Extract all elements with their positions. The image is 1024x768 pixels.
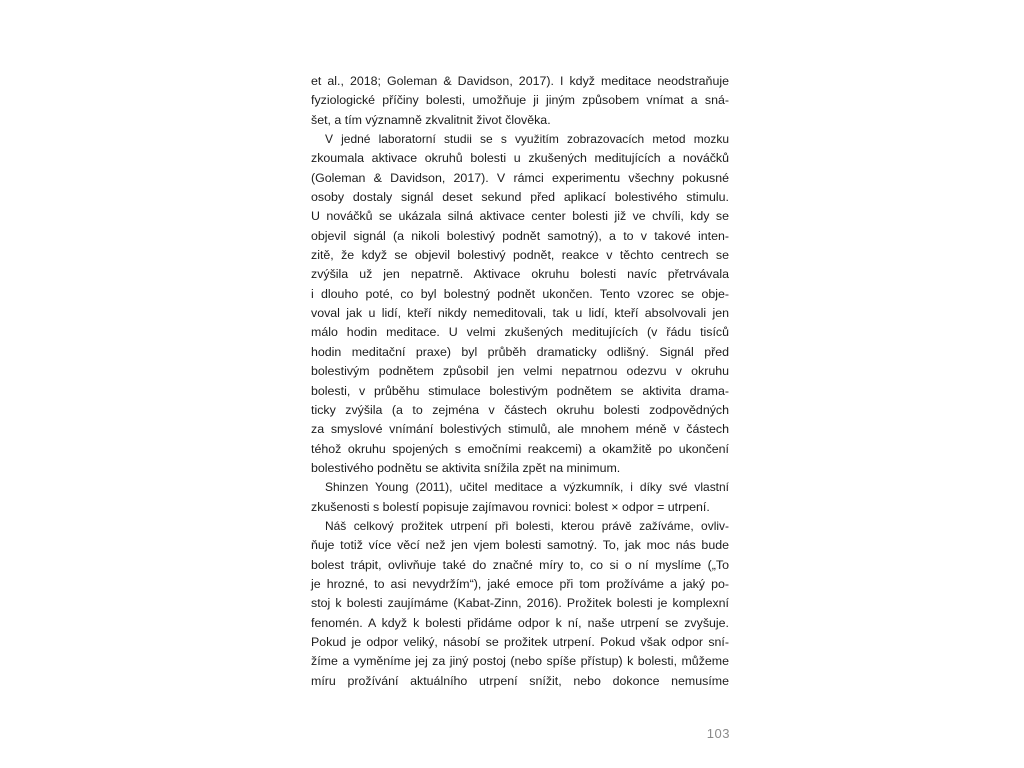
text-line: et al., 2018; Goleman & Davidson, 2017). I když meditace neodstraňuje — [311, 74, 729, 88]
text-line: zvýšila už jen nepatrně. Aktivace okruhu bolesti navíc přetrvávala — [311, 267, 729, 282]
page-number: 103 — [706, 726, 730, 741]
text-line: i dlouho poté, co byl bolestný podnět ukončen. Tento vzorec se obje- — [311, 286, 729, 301]
text-line: ňuje totiž více věcí než jen vjem bolesti samotný. To, jak moc nás bude — [311, 538, 729, 553]
text-line: zitě, že když se objevil bolestivý podnět, reakce v těchto centrech se — [311, 248, 729, 263]
text-line: téhož okruhu spojených s emočními reakcemi) a okamžitě po ukončení — [311, 441, 729, 456]
paragraph — [311, 130, 729, 478]
text-line: U nováčků se ukázala silná aktivace center bolesti již ve chvíli, kdy se — [311, 209, 729, 224]
text-line: je hrozné, to asi nevydržím“), jaké emoce při tom prožíváme a jaký po- — [311, 576, 729, 591]
text-line: voval jak u lidí, kteří nikdy nemeditovali, tak u lidí, kteří absolvovali jen — [311, 306, 729, 321]
text-line: ticky zvýšila (a to zejména v částech okruhu bolesti zodpovědných — [311, 402, 729, 417]
text-line: hodin meditační praxe) byl průběh dramaticky odlišný. Signál před — [311, 344, 729, 359]
text-line: míru prožívání aktuálního utrpení snížit, nebo dokonce nemusíme — [311, 673, 729, 688]
paragraph — [311, 478, 729, 517]
text-line: bolest trápit, ovlivňuje také do značné míry to, co si o ní myslíme („To — [311, 557, 729, 572]
paragraph — [311, 72, 729, 130]
text-line: objevil signál (a nikoli bolestivý podnět samotný), a to v takové inten- — [311, 228, 729, 243]
body-text — [311, 72, 729, 691]
text-line: bolestivým podnětem způsobil jen velmi nepatrnou odezvu v okruhu — [311, 364, 729, 379]
text-line: zkoumala aktivace okruhů bolesti u zkušených meditujících a nováčků — [311, 151, 729, 166]
text-line: fenomén. A když k bolesti přidáme odpor k ní, naše utrpení se zvyšuje. — [311, 615, 729, 630]
text-line: za smyslové vnímání bolestivých stimulů, ale mnohem méně v částech — [311, 422, 729, 437]
text-line: bolestivého podnětu se aktivita snížila zpět na minimum. — [311, 460, 621, 475]
text-line: fyziologické příčiny bolesti, umožňuje ji jiným způsobem vnímat a sná- — [311, 93, 729, 108]
text-line: Náš celkový prožitek utrpení při bolesti, kterou právě zažíváme, ovliv- — [325, 518, 729, 533]
text-line: osoby dostaly signál deset sekund před aplikací bolestivého stimulu. — [311, 190, 729, 205]
text-line: Pokud je odpor veliký, násobí se prožitek utrpení. Pokud však odpor sní- — [311, 634, 729, 649]
text-line: bolesti, v průběhu stimulace bolestivým podnětem se aktivita drama- — [311, 383, 729, 398]
text-line: (Goleman & Davidson, 2017). V rámci experimentu všechny pokusné — [311, 170, 729, 185]
text-line: zkušenosti s bolestí popisuje zajímavou rovnici: bolest × odpor = utrpení. — [311, 499, 710, 514]
text-line: Shinzen Young (2011), učitel meditace a výzkumník, i díky své vlastní — [325, 480, 729, 495]
text-line: žíme a vyměníme jej za jiný postoj (nebo spíše přístup) k bolesti, můžeme — [311, 654, 729, 669]
text-line: V jedné laboratorní studii se s využitím zobrazovacích metod mozku — [325, 132, 729, 147]
text-line: málo hodin meditace. U velmi zkušených meditujících (v řádu tisíců — [311, 325, 729, 340]
text-line: stoj k bolesti zaujímáme (Kabat-Zinn, 2016). Prožitek bolesti je komplexní — [311, 596, 729, 611]
paragraph — [311, 517, 729, 691]
text-line: šet, a tím významně zkvalitnit život člověka. — [311, 112, 551, 127]
